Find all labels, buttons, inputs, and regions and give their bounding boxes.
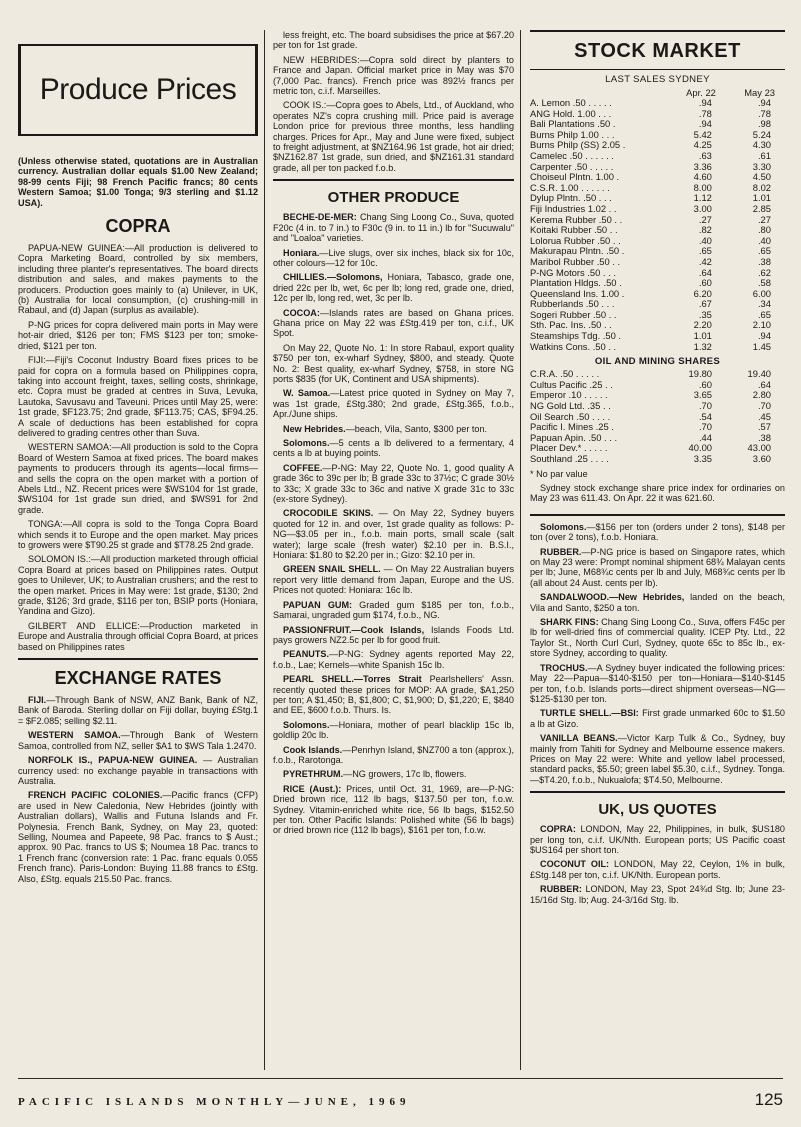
produce-prices-title-box: [18, 44, 258, 136]
paragraph-text: Honiara, Tabasco, grade one, dried 22c per lb, wet, 6c per lb; long red, grade one, dried, 12c per lb, long red, wet, 3c per lb.: [273, 272, 514, 304]
paragraph-lead: CHILLIES.—Solomons,: [283, 272, 383, 283]
exchange-rates-heading: EXCHANGE RATES: [54, 668, 222, 689]
stock-name: Carpenter .50 . . . . .: [530, 160, 614, 172]
price-may: 1.01: [752, 192, 771, 204]
paragraph-lead: Solomons.: [283, 438, 330, 448]
price-may: .98: [757, 118, 771, 130]
paragraph: [273, 649, 514, 670]
stock-row: [530, 257, 785, 268]
column-middle: [273, 30, 514, 840]
other-produce-continued: [530, 522, 785, 785]
stock-name: Rubberlands .50 . . .: [530, 298, 615, 310]
price-apr: 3.65: [693, 389, 712, 401]
exchange-paragraphs: [18, 695, 258, 884]
footnote: * No par value: [530, 468, 588, 479]
stock-name: Bali Plantations .50 .: [530, 118, 616, 130]
paragraph: [530, 824, 785, 855]
paragraph-text: —NG growers, 17c lb, flowers.: [343, 769, 467, 780]
paragraph: [530, 663, 785, 705]
paragraph-lead: COCONUT OIL:: [540, 859, 610, 870]
paragraph: [530, 708, 785, 729]
paragraph-lead: RUBBER:: [540, 884, 582, 895]
paragraph: [18, 790, 258, 884]
paragraph: [530, 592, 785, 613]
paragraph-lead: PAPUAN GUM:: [283, 599, 353, 610]
price-may: .58: [757, 277, 771, 289]
stock-name: Burns Philp 1.00 . . .: [530, 128, 615, 140]
paragraph: [18, 755, 258, 786]
paragraph-text: —Honiara, mother of pearl blacklip 15c lb, goldlip 20c lb.: [273, 719, 514, 741]
paragraph: [530, 547, 785, 589]
paragraph: [273, 508, 514, 560]
stock-name: Cultus Pacific .25 . .: [530, 378, 613, 390]
price-apr: .65: [698, 245, 712, 257]
stock-name: Lolorua Rubber .50 . .: [530, 234, 621, 246]
paragraph-text: —A Sydney buyer indicated the following prices: May 22—Papua—$140-$150 per ton—Honiara—$140-$145 per ton, f.o.b. Islands ports—direct shipment overseas—NG—$125-$130 per ton.: [530, 662, 785, 704]
stock-name: A. Lemon .50 . . . . .: [530, 97, 612, 108]
stock-row: [530, 151, 785, 162]
paragraph-text: LONDON, May 22, Philippines, in bulk, $US180 per long ton, c.i.f. UK/Nth. European ports; US Pacific coast $US164 per short ton.: [530, 824, 785, 855]
section-divider: [530, 791, 785, 793]
paragraph: [273, 784, 514, 836]
price-may: 19.40: [747, 368, 771, 380]
stock-name: Watkins Cons. .50 . .: [530, 340, 617, 352]
paragraph-text: —P-NG price is based on Singapore rates, which on May 23 were: Prompt nominal shipment 68¾ Malayan cents per lb; June, M68¾c cents per lb and July, M68¾c cents per lb (all about 24 Aust. cents per lb).: [530, 546, 785, 588]
stock-name: Sogeri Rubber .50 . .: [530, 308, 617, 320]
paragraph: [18, 695, 258, 726]
paragraph-lead: COFFEE.: [283, 462, 323, 473]
price-apr: 3.36: [693, 160, 712, 172]
paragraph-lead: TURTLE SHELL.—BSI:: [540, 708, 639, 719]
paragraph-lead: PEARL SHELL.—Torres Strait: [283, 674, 422, 685]
paragraph-lead: WESTERN SAMOA.: [28, 730, 121, 741]
col-header-may: May 23: [744, 87, 775, 98]
paragraph-lead: PEANUTS.: [283, 649, 329, 660]
price-may: 2.80: [752, 389, 771, 401]
stock-name: C.S.R. 1.00 . . . . . .: [530, 181, 610, 193]
price-apr: .27: [698, 213, 712, 225]
price-may: 4.30: [752, 139, 771, 151]
paragraph-lead: GREEN SNAIL SHELL.: [283, 564, 381, 575]
price-apr: .40: [698, 234, 712, 246]
price-apr: 8.00: [693, 181, 712, 193]
price-apr: 2.20: [693, 319, 712, 331]
price-may: 3.60: [752, 453, 771, 464]
price-apr: 19.80: [688, 368, 712, 380]
paragraph: [530, 617, 785, 659]
paragraph-text: —Penrhyn Island, $NZ700 a ton (approx.), f.o.b., Rarotonga.: [273, 744, 515, 765]
price-apr: 1.12: [693, 192, 712, 204]
paragraph-text: —Through Bank of NSW, ANZ Bank, Bank of NZ, Bank of Baroda. Sterling dollar on Fiji dollar, buying £Stg.1 = $F2.085; selling $2.11.: [18, 695, 258, 726]
price-apr: .70: [698, 400, 712, 412]
paragraph-text: landed on the beach, Vila and Santo, $250 a ton.: [530, 592, 785, 613]
stock-name: Southland .25 . . . .: [530, 453, 609, 464]
paragraph: [273, 438, 514, 459]
paragraph: [530, 884, 785, 905]
price-apr: 1.32: [693, 340, 712, 352]
price-may: .40: [757, 234, 771, 246]
column-rule: [264, 30, 265, 1070]
stock-name: P-NG Motors .50 . . .: [530, 266, 616, 278]
paragraph-lead: BECHE-DE-MER:: [283, 212, 357, 223]
paragraph-text: —Islands rates are based on Ghana prices. Ghana price on May 22 was £Stg.419 per ton, c.i.f., UK Spot.: [273, 307, 514, 339]
paragraph-lead: RUBBER.: [540, 546, 582, 557]
price-may: 8.02: [752, 181, 771, 193]
stock-name: C.R.A. .50 . . . . .: [530, 368, 600, 380]
paragraph-lead: SANDALWOOD.—New Hebrides,: [540, 592, 685, 603]
stock-name: Oil Search .50 . . . .: [530, 410, 611, 422]
paragraph-lead: TROCHUS.: [540, 662, 588, 673]
column-left: [18, 30, 258, 888]
paragraph: [273, 745, 514, 766]
price-apr: 3.35: [693, 453, 712, 464]
stock-name: NG Gold Ltd. .35 . .: [530, 400, 611, 412]
footer-rule: [18, 1078, 783, 1079]
page-footer: [18, 1090, 783, 1110]
paragraph: less freight, etc. The board subsidises the price at $67.20 per ton for 1st grade.: [273, 30, 514, 51]
price-apr: 3.00: [693, 202, 712, 214]
paragraph: [273, 343, 514, 385]
paragraph-text: Chang Sing Loong Co., Suva, quoted F20c (4 in. to 7 in.) to F30c (9 in. to 11 in.) lb for "Sucuwalu" and "Loaloa" varieties.: [273, 212, 514, 244]
paragraph: [273, 424, 514, 434]
paragraph: WESTERN SAMOA:—All production is sold to the Copra Board of Western Samoa at fixed prices. The board makes payments to producers through its agents—local firms—and sells the copra on the open market with a portion of Abels Ltd., NZ. Recent prices were $WS104 for 1st grade, $WS104 for 1st grade sun dried, and $WS91 for 2nd grade.: [18, 442, 258, 515]
price-may: .94: [757, 97, 771, 108]
other-produce-paragraphs: [273, 212, 514, 836]
price-may: 2.85: [752, 202, 771, 214]
stock-name: Sth. Pac. Ins. .50 . .: [530, 319, 612, 331]
paragraph: NEW HEBRIDES:—Copra sold direct by planters to France and Japan. Official market price in May was $70 (7,000 Pac. francs). French price was 892½ francs per metric ton, c.i.f. Marseilles.: [273, 54, 514, 97]
price-apr: 40.00: [688, 442, 712, 454]
paragraph-text: —Pacific francs (CFP) are used in New Caledonia, New Hebrides (jointly with Australian dollars), Wallis and Futuna Islands and Fr. Polynesia. French Bank, Sydney, on May 23, quoted: Selling, Noumea and Papeete, 98 Pac. francs to $ Aust.; approx. 90 Pac. francs to US $; Noumea 18 Pac. trancs to 1 French franc (conversion rate: 1 Pac. franc equals 0.055 French franc). Paris-London: Buying 11.88 francs to £Stg. Also, £Stg. equals 215.50 Pac. francs.: [18, 790, 258, 884]
price-apr: 4.60: [693, 171, 712, 183]
stock-row: [530, 454, 785, 465]
stock-name: Queensland Ins. 1.00 .: [530, 287, 625, 299]
paragraph: [273, 212, 514, 243]
oil-table: [530, 369, 785, 464]
paragraph: [273, 600, 514, 621]
paragraph-text: On May 22, Quote No. 1: In store Rabaul, export quality $750 per ton, ex-wharf Sydney, $800, and steady. Quote No. 2: Best quality, ex-wharf Sydney, $758, in store NG ports $835 (for UK, Continent and USA shipments).: [273, 342, 514, 384]
currency-note: (Unless otherwise stated, quotations are in Australian currency. Australian dollar equals $1.00 New Zealand; 98-99 cents Fiji; 98 French Pacific francs; 80 cents Western Samoa; $1.00 Tonga; 9/3 sterling and $1.12 USA).: [18, 156, 258, 208]
stock-name: Emperor .10 . . . . .: [530, 389, 608, 401]
stock-name: Koitaki Rubber .50 . .: [530, 224, 618, 236]
stock-name: Fiji Industries 1.02 . .: [530, 202, 617, 214]
paragraph-text: —Latest price quoted in Sydney on May 7, was 1st grade, £Stg.380; 2nd grade, £Stg.365, f.o.b., Apr./June ships.: [273, 388, 514, 420]
price-apr: .35: [698, 308, 712, 320]
price-may: 43.00: [747, 442, 771, 454]
price-may: 4.50: [752, 171, 771, 183]
paragraph: [18, 730, 258, 751]
price-may: .64: [757, 378, 771, 390]
paragraph: GILBERT AND ELLICE:—Production marketed in Europe and Australia through official Copra Board, at prices based on Philippines rates: [18, 620, 258, 652]
price-apr: .70: [698, 421, 712, 433]
paragraph-lead: CROCODILE SKINS.: [283, 508, 374, 519]
paragraph: [273, 463, 514, 505]
stock-name: Plantation Hldgs. .50 .: [530, 277, 622, 289]
section-divider: [273, 179, 514, 181]
price-may: .38: [757, 431, 771, 443]
paragraph-lead: Solomons.: [540, 521, 587, 532]
price-may: 3.30: [752, 160, 771, 172]
paragraph: FIJI:—Fiji's Coconut Industry Board fixes prices to be paid for copra on a formula based on Philippines copra, taking into account freight, taxes, selling costs, shrinkage, etc. Copra must be graded at centres in Suva, Levuka, Lautoka, Savusavu and Taveuni. Prices until May 25, were: 1st grade, $F123.75; 2nd grade, $F113.75; CAS, $F94.25. A scale of deductions has been established for copra delivered to grading centres other than Suva.: [18, 355, 258, 438]
price-apr: .78: [698, 107, 712, 119]
paragraph-text: —P-NG: Sydney agents reported May 22, f.o.b., Lae; Kernels—white Spanish 15c lb.: [273, 649, 514, 670]
paragraph-lead: COPRA:: [540, 824, 576, 835]
paragraph: SOLOMON IS.:—All production marketed through official Copra Board at prices based on Philippines rates. Output goes to Unilever, UK; to Australian crushers; and the rest to the open market. Prices in May were: 1st grade, $130; 2nd grade, $126; 3rd grade, $116 per ton, BSIP ports (Honiara, Yandina and Gizo).: [18, 554, 258, 617]
paragraph-text: —Live slugs, over six inches, black six for 10c, other colours—12 for 10c.: [273, 247, 514, 268]
paragraph-lead: COCOA:: [283, 307, 320, 318]
section-divider: [18, 658, 258, 660]
price-apr: .63: [698, 149, 712, 161]
paragraph-lead: W. Samoa.: [283, 388, 331, 399]
divider: [530, 69, 785, 70]
paragraph-text: LONDON, May 23, Spot 24¾d Stg. lb; June 23-15/16d Stg. lb; Aug. 24-3/16d Stg. lb.: [530, 884, 785, 905]
paragraph-text: —beach, Vila, Santo, $300 per ton.: [345, 423, 488, 434]
stock-name: Pacific I. Mines .25 .: [530, 421, 614, 433]
magazine-name: PACIFIC ISLANDS MONTHLY—JUNE, 1969: [18, 1096, 411, 1108]
price-may: 5.24: [752, 128, 771, 140]
stock-name: Makurapau Plntn. .50 .: [530, 245, 625, 257]
copra-continued: [273, 30, 514, 173]
uk-us-paragraphs: [530, 824, 785, 905]
price-apr: .67: [698, 298, 712, 310]
price-apr: 5.42: [693, 128, 712, 140]
stock-name: Camelec .50 . . . . . .: [530, 149, 614, 161]
copra-paragraphs: [18, 243, 258, 652]
price-apr: 4.25: [693, 139, 712, 151]
paragraph-lead: Cook Islands.: [283, 744, 343, 755]
paragraph: [530, 522, 785, 543]
stock-name: Burns Philp (SS) 2.05 .: [530, 139, 626, 151]
paragraph-lead: Solomons.: [283, 719, 330, 730]
paragraph: [273, 308, 514, 339]
price-may: .80: [757, 224, 771, 236]
paragraph-lead: VANILLA BEANS.: [540, 733, 618, 744]
last-sales-subhead: LAST SALES SYDNEY: [605, 74, 710, 85]
price-may: .34: [757, 298, 771, 310]
paragraph: P-NG prices for copra delivered main ports in May were hot-air dried, $126 per ton; FMS $123 per ton; smoke-dried, $121 per ton.: [18, 319, 258, 351]
paragraph-text: Graded gum $185 per ton, f.o.b., Samarai, ungraded gum $174, f.o.b., NG.: [273, 599, 514, 621]
stock-name: Papuan Apin. .50 . . .: [530, 431, 618, 443]
column-rule: [520, 30, 521, 1070]
stock-name: ANG Hold. 1.00 . . .: [530, 107, 612, 119]
paragraph: [273, 769, 514, 779]
paragraph-text: — On May 22, Sydney buyers quoted for 12 in. and over, 1st grade quality as follows: P-NG—$3.05 per in., f.o.b. main ports, small scale (salt water); large scale (fresh water) $2.10 per in. B.S.I., Honiara: $1.80 to $2.20 per in.; Gizo: $2.10 per in.: [273, 508, 514, 561]
stock-market-title: STOCK MARKET: [574, 40, 741, 62]
page-number: 125: [754, 1090, 783, 1109]
paragraph: [273, 674, 514, 716]
stock-market-box: [530, 30, 785, 516]
column-right: [530, 30, 785, 909]
paragraph-text: Pearlshellers' Assn. recently quoted these prices for MOP: AA grade, $A1,250 per ton; A $1,450; B, $1,800; C, $1,900; D, $1,220; E, $840 and EE, $600 f.o.b. Thurs. Is.: [273, 674, 514, 716]
paragraph-text: —$156 per ton (orders under 2 tons), $148 per ton (over 2 tons), f.o.b. Honiara.: [530, 521, 785, 543]
price-apr: .44: [698, 431, 712, 443]
other-produce-heading: OTHER PRODUCE: [327, 189, 460, 207]
price-apr: .94: [698, 118, 712, 130]
price-apr: .42: [698, 255, 712, 267]
price-may: .38: [757, 255, 771, 267]
paragraph-text: Prices, until Oct. 31, 1969, are—P-NG: Dried brown rice, 112 lb bags, $137.50 per ton, f.o.w. Sydney. Vitamin-enriched white rice, 56 lb bags, $152.50 per ton. Other Pacific Islands: Polished white (56 lb bags) or dried brown rice (112 lb bags), $161 per ton, f.o.w.: [273, 783, 515, 836]
paragraph-text: —Through Bank of Western Samoa, controlled from NZ, seller $A1 to $WS Tala 1.2470.: [18, 730, 258, 751]
price-may: .27: [757, 213, 771, 225]
paragraph: [273, 564, 514, 595]
stock-row: [530, 204, 785, 215]
stock-name: Kerema Rubber .50 . .: [530, 213, 623, 225]
price-apr: .60: [698, 378, 712, 390]
paragraph-lead: FIJI.: [28, 695, 47, 706]
price-apr: .60: [698, 277, 712, 289]
price-may: .62: [757, 266, 771, 278]
paragraph: [530, 733, 785, 785]
paragraph-text: LONDON, May 22, Ceylon, 1% in bulk, £Stg.148 per ton, c.i.f. UK/Nth. European ports.: [530, 859, 786, 880]
paragraph-lead: PASSIONFRUIT.—Cook Islands,: [283, 624, 425, 635]
stock-name: Placer Dev.* . . . . .: [530, 442, 608, 454]
paragraph: [273, 248, 514, 269]
paragraph: [273, 720, 514, 741]
paragraph: TONGA:—All copra is sold to the Tonga Copra Board which sends it to Europe and the open market. May prices to growers were $T90.25 st grade and $T78.25 2nd grade.: [18, 519, 258, 550]
paragraph: [530, 859, 785, 880]
oil-mining-subhead: OIL AND MINING SHARES: [594, 356, 721, 368]
paragraph-lead: NORFOLK IS., PAPUA-NEW GUINEA.: [28, 755, 198, 766]
stock-row: [530, 98, 785, 109]
price-apr: .82: [698, 224, 712, 236]
stock-name: Dylup Plntn. .50 . . .: [530, 192, 612, 204]
col-header-apr: Apr. 22: [686, 87, 716, 98]
price-apr: 6.20: [693, 287, 712, 299]
price-may: .45: [757, 410, 771, 422]
price-may: 6.00: [752, 287, 771, 299]
price-may: 1.45: [752, 340, 771, 352]
price-may: .94: [757, 330, 771, 342]
paragraph-text: Islands Foods Ltd. pays growers NZ2.5c per lb for good fruit.: [273, 624, 514, 645]
paragraph-lead: Honiara.: [283, 247, 320, 258]
paragraph-text: Chang Sing Loong Co., Suva, offers F45c per lb for well-dried fins of commercial quality. ICEP Pty. Ltd., 22 Taylor St., North Curl Curl, Sydney, quote 65c to 85c lb., ex-store Sydney, according to quality.: [530, 617, 785, 659]
page-title: Produce Prices: [39, 73, 237, 106]
paragraph: [273, 625, 514, 646]
stock-name: Steamships Tdg. .50 .: [530, 330, 622, 342]
paragraph-lead: FRENCH PACIFIC COLONIES.: [28, 790, 163, 801]
paragraph-lead: PYRETHRUM.: [283, 769, 344, 780]
paragraph-lead: New Hebrides.: [283, 423, 346, 434]
paragraph: COOK IS.:—Copra goes to Abels, Ltd., of Auckland, who operates NZ's copra crushing mill. Price paid is average London price for previous three months, less handling charges. Prices for Apr., May and June were fixed, subject to freight adjustment, at $NZ164.96 1st grade, hot air dried; $NZ162.87 1st grade, sun dried, and $NZ161.31 standard grade, all per ton packed f.o.b.: [273, 100, 514, 173]
price-apr: .64: [698, 266, 712, 278]
price-apr: .94: [698, 97, 712, 108]
paragraph-text: —P-NG: May 22, Quote No. 1, good quality A grade 36c to 39c per lb; B grade 33c to 37½c; C grade 30½ to 33c; X grade 33c to 36c and native X grade 31c to 33c (ex-store Sydney).: [273, 462, 514, 505]
paragraph: [273, 272, 514, 303]
price-may: .61: [757, 149, 771, 161]
copra-heading: COPRA: [105, 216, 171, 237]
paragraph-text: —Victor Karp Tulk & Co., Sydney, buy mainly from Tahiti for Sydney and Melbourne essence makers. Prices on May 22 were: White and yellow label processed, standard packs, $5.50; green label $5.30, c.i.f., Sydney. Tonga.—$T4.20, f.o.b., Nukualofa; $T4.50, Melbourne.: [530, 733, 786, 785]
price-apr: 1.01: [693, 330, 712, 342]
price-may: .65: [757, 245, 771, 257]
paragraph-text: —5 cents a lb delivered to a fermentary, 4 cents a lb at buying points.: [273, 438, 514, 459]
paragraph-lead: SHARK FINS:: [540, 617, 599, 628]
paragraph-text: — On May 22 Australian buyers report very little demand from Japan, Europe and the US. Prices not quoted: Honiara: 16c lb.: [273, 564, 514, 596]
price-may: .65: [757, 308, 771, 320]
stock-name: Choiseul Plntn. 1.00 .: [530, 171, 620, 183]
paragraph: [273, 388, 514, 419]
price-apr: .54: [698, 410, 712, 422]
price-may: .57: [757, 421, 771, 433]
uk-us-quotes-heading: UK, US QUOTES: [598, 801, 717, 819]
paragraph-text: First grade unmarked 60c to $1.50 a lb at Gizo.: [530, 708, 785, 729]
stock-row: [530, 342, 785, 353]
paragraph-text: — Australian currency used: no exchange payable in transactions with Australia.: [18, 755, 258, 786]
paragraph: PAPUA-NEW GUINEA:—All production is delivered to Copra Marketing Board, controlled by six members, including three planter's representatives. The board directs distribution and sales, and makes payments to the producers. Production goes mainly to (a) Unilever, in UK, (b) Australia for local consumption, (c) crushing-mill in Rabaul, and (d) Japan (surplus as available).: [18, 243, 258, 316]
price-may: .78: [757, 107, 771, 119]
stock-table: [530, 87, 785, 352]
stock-name: Maribol Rubber .50 . .: [530, 255, 621, 267]
price-may: 2.10: [752, 319, 771, 331]
paragraph-lead: RICE (Aust.):: [283, 783, 342, 794]
index-note: Sydney stock exchange share price index for ordinaries on May 23 was 611.43. On Apr. 22 it was 621.60.: [530, 483, 785, 504]
price-may: .70: [757, 400, 771, 412]
